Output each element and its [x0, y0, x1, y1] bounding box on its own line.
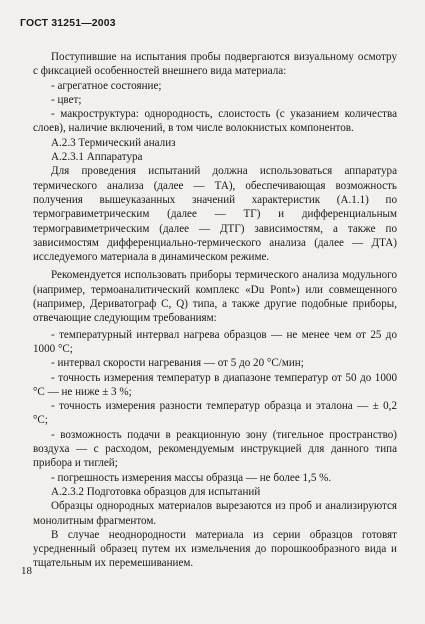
- subsection-heading-sample-preparation: А.2.3.2 Подготовка образцов для испытаний: [51, 485, 261, 498]
- list-item-macrostructure: - макроструктура: однородность, слоистость (с указанием количества слоев), наличие включений, в том числе волокнистых компонентов.: [33, 108, 397, 135]
- document-header: ГОСТ 31251—2003: [20, 18, 116, 29]
- list-item-temperature-accuracy: - точность измерения температур в диапазоне температур от 50 до 1000 °С — не ниже ± 3 %;: [33, 371, 397, 398]
- paragraph-apparatus: Для проведения испытаний должна использоваться аппаратура термического анализа (далее — ТА), обеспечивающая возможность получения вышеуказанных значений характеристик (А.1.1) по термогравиметрическим (далее — ТГ) и дифференциальным термогравиметрическим (далее — ДТГ) зависимостям, а также по зависимостям дифференциально-термического анализа (далее — ДТА) исследуемого материала в динамическом режиме.: [33, 165, 397, 264]
- document-body: [33, 50, 397, 571]
- list-item-color: - цвет;: [51, 93, 82, 106]
- page-number: 18: [21, 565, 32, 577]
- paragraph-homogeneous-samples: Образцы однородных материалов вырезаются из проб и анализируются монолитным фрагментом.: [33, 500, 397, 527]
- paragraph-intro: Поступившие на испытания пробы подвергаются визуальному осмотру с фиксацией особенностей внешнего вида материала:: [33, 51, 397, 78]
- list-item-aggregate-state: - агрегатное состояние;: [51, 79, 162, 92]
- paragraph-heterogeneous-samples: В случае неоднородности материала из серии образцов готовят усредненный образец путем их измельчения до порошкообразного вида и тщательным их перемешиванием.: [33, 528, 397, 570]
- list-item-temperature-range: - температурный интервал нагрева образцов — не менее чем от 25 до 1000 °С;: [33, 328, 397, 355]
- list-item-air-supply: - возможность подачи в реакционную зону (тигельное пространство) воздуха — с расходом, рекомендуемым инструкцией для данного типа прибора и тиглей;: [33, 428, 397, 470]
- section-heading-thermal-analysis: А.2.3 Термический анализ: [51, 136, 176, 149]
- list-item-difference-accuracy: - точность измерения разности температур образца и эталона — ± 0,2 °С;: [33, 400, 397, 427]
- paragraph-recommended-devices: Рекомендуется использовать приборы термического анализа модульного (например, термоаналитический комплекс «Du Pont») или совмещенного (например, Дериватограф С, Q) типа, а также другие подобные приборы, отвечающие следующим требованиям:: [33, 269, 397, 325]
- subsection-heading-apparatus: А.2.3.1 Аппаратура: [51, 151, 143, 164]
- list-item-heating-rate: - интервал скорости нагревания — от 5 до 20 °С/мин;: [51, 357, 304, 370]
- list-item-mass-error: - погрешность измерения массы образца — не более 1,5 %.: [51, 471, 332, 484]
